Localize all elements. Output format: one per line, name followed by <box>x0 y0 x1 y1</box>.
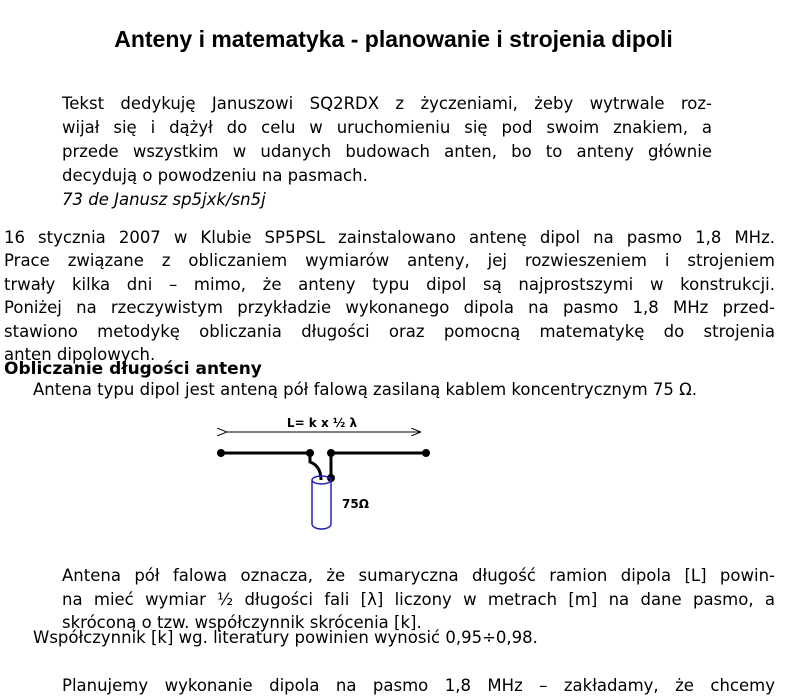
dedication-line: Tekst dedykuję Januszowi SQ2RDX z życzeniami, żeby wytrwale roz- <box>62 94 712 113</box>
half-wave-line: skróconą o tzw. współczynnik skrócenia [k]. <box>62 613 422 632</box>
document-title: Anteny i matematyka - planowanie i strojenia dipoli <box>114 26 673 52</box>
section-intro-line: Antena typu dipol jest anteną pół falową zasilaną kablem koncentrycznym 75 Ω. <box>33 380 697 399</box>
dedication-line: decydują o powodzeniu na pasmach. <box>62 166 368 185</box>
coefficient-line: Współczynnik [k] wg. literatury powinien wynosić 0,95÷0,98. <box>33 628 538 647</box>
half-wave-line: Antena pół falowa oznacza, że sumaryczna długość ramion dipola [L] powin- <box>62 566 775 585</box>
planning-paragraph: Planujemy wykonanie dipola na pasmo 1,8 MHz – zakładamy, że chcemy <box>62 676 775 695</box>
intro-line: stawiono metodykę obliczania długości oraz pomocną matematykę do strojenia <box>4 321 775 341</box>
left-end-node <box>217 449 225 457</box>
half-wave-paragraph <box>62 564 775 635</box>
cable-impedance-label: 75Ω <box>342 497 369 511</box>
length-label: L= k x ½ λ <box>286 416 358 430</box>
dedication-signature: 73 de Janusz sp5jxk/sn5j <box>62 190 266 209</box>
half-wave-line: na mieć wymiar ½ długości fali [λ] liczony w metrach [m] na dane pasmo, a <box>62 589 775 609</box>
intro-line: anten dipolowych. <box>4 345 156 365</box>
intro-line: 16 stycznia 2007 w Klubie SP5PSL zainstalowano antenę dipol na pasmo 1,8 MHz. <box>4 228 775 247</box>
dedication-line: wijał się i dążył do celu w uruchomieniu się pod swoim znakiem, a <box>62 118 712 137</box>
coax-cable <box>312 476 331 529</box>
intro-line: Prace związane z obliczaniem wymiarów anteny, jej rozwieszeniem i strojeniem <box>4 251 775 271</box>
section-heading: Obliczanie długości anteny <box>4 359 262 379</box>
dedication-line: przede wszystkim w udanych budowach anten, bo to anteny głównie <box>62 142 712 161</box>
intro-line: trwały kilka dni – mimo, że anteny typu dipol są najprostszymi w konstrukcji. <box>4 274 775 294</box>
intro-line: Poniżej na rzeczywistym przykładzie wykonanego dipola na pasmo 1,8 MHz przed- <box>4 298 775 318</box>
right-end-node <box>422 449 430 457</box>
